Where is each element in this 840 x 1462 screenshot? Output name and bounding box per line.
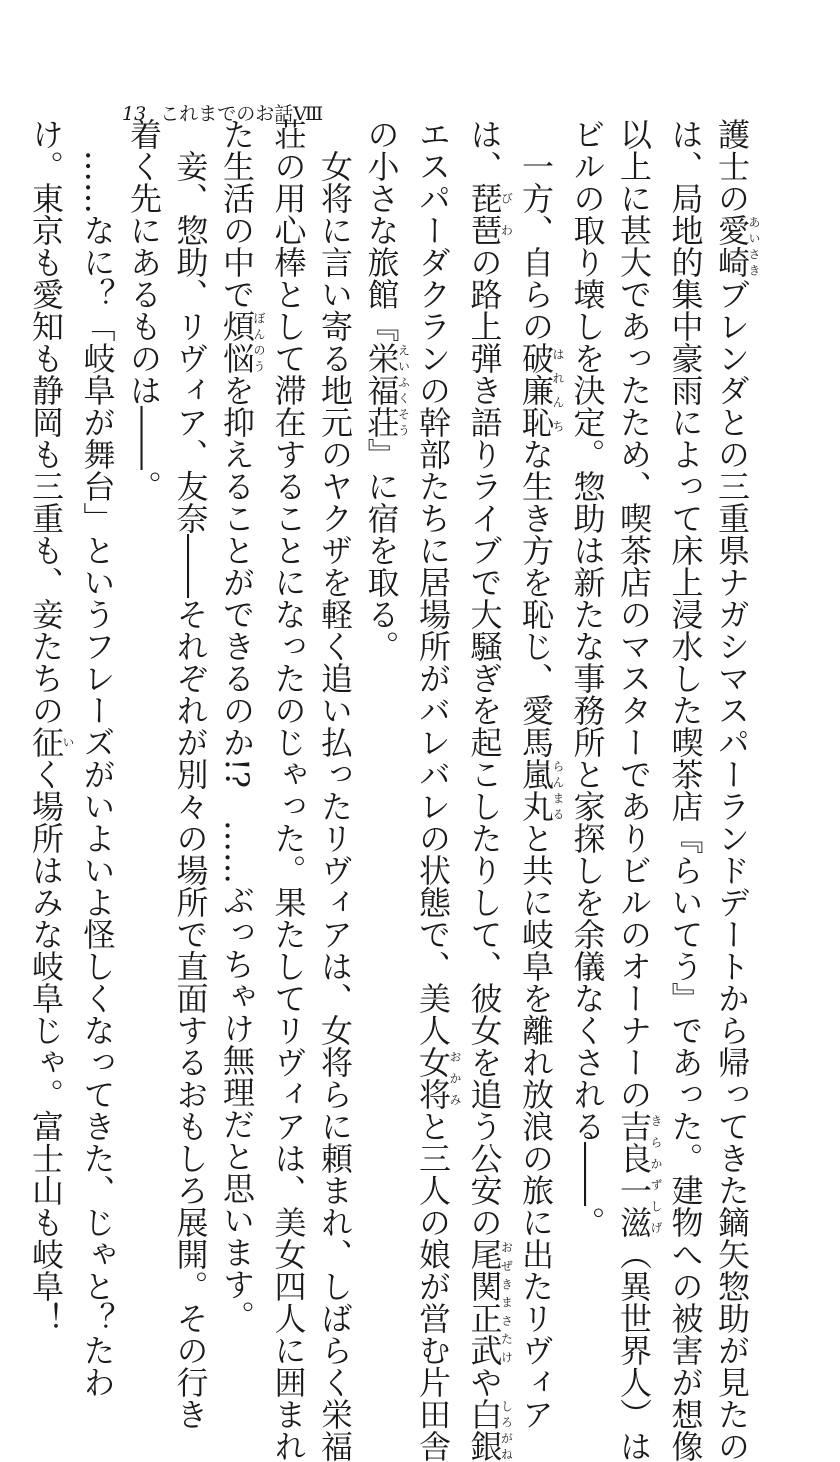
ruby-reading: えいふくそう bbox=[396, 342, 411, 438]
text-run: エスパーダクランの幹部たちに居場所がバレバレの状態で、美人 bbox=[414, 118, 452, 1046]
text-line bbox=[167, 118, 214, 1430]
ruby-word bbox=[414, 1046, 462, 1110]
text-line bbox=[358, 118, 410, 1148]
ruby-reading: しろがね bbox=[499, 1398, 514, 1462]
text-line bbox=[410, 118, 462, 1462]
text-run: な生き方を恥じ、愛馬 bbox=[517, 438, 555, 758]
ruby-word bbox=[218, 310, 266, 374]
ruby-base: 栄福荘 bbox=[362, 342, 401, 438]
page-number: 13 bbox=[122, 103, 147, 125]
ruby-word bbox=[517, 758, 565, 822]
text-line bbox=[513, 118, 565, 1430]
text-line bbox=[121, 118, 168, 1148]
text-run: 』に宿を取る。 bbox=[362, 438, 401, 662]
ruby-word bbox=[517, 342, 565, 438]
ruby-base: 征 bbox=[27, 726, 65, 758]
text-run: 妾、惣助、リヴィア、友奈――それぞれが別々の場所で直面するおもしろ展開。その行き bbox=[171, 150, 210, 1430]
ruby-reading: びわ bbox=[499, 182, 514, 246]
text-line bbox=[461, 118, 514, 1462]
text-run: ……なに？「岐阜が舞台」というフレーズがいよいよ怪しくなってきた、じゃと？たわ bbox=[78, 150, 117, 1398]
ruby-base: 煩悩 bbox=[218, 310, 256, 374]
text-run: や bbox=[465, 1366, 504, 1398]
text-run: 護士の bbox=[713, 118, 751, 214]
ruby-word bbox=[465, 182, 514, 246]
ruby-base: 破廉恥 bbox=[517, 342, 555, 438]
text-run: は、 bbox=[465, 118, 504, 182]
text-run: と三人の娘が営む片田舎 bbox=[414, 1110, 452, 1462]
ruby-base: 愛崎 bbox=[713, 214, 751, 278]
ruby-reading: あいさき bbox=[747, 214, 761, 278]
chapter-title: これまでのお話Ⅷ bbox=[160, 103, 324, 125]
ruby-reading: い bbox=[61, 726, 75, 758]
ruby-reading: おぜきまさたけ bbox=[499, 1238, 514, 1366]
text-run: の路上弾き語りライブで大騒ぎを起こしたりして、彼女を追う公安の bbox=[465, 246, 504, 1238]
ruby-base: 白銀 bbox=[465, 1398, 504, 1462]
text-line bbox=[662, 118, 709, 1462]
text-line bbox=[74, 118, 121, 1398]
text-run: の小さな旅館『 bbox=[362, 118, 401, 342]
ruby-word bbox=[465, 1238, 514, 1366]
ruby-base: 尾関正武 bbox=[465, 1238, 504, 1366]
text-line bbox=[611, 118, 663, 1462]
text-run: 以上に甚大であったため、喫茶店のマスターでありビルのオーナーの bbox=[615, 118, 653, 1110]
text-line bbox=[312, 118, 359, 1462]
text-run: 着く先にあるものは――。 bbox=[125, 118, 163, 502]
ruby-base: 嵐丸 bbox=[517, 758, 555, 822]
text-run: と共に岐阜を離れ放浪の旅に出たリヴィア bbox=[517, 822, 555, 1430]
text-run: 荘の用心棒として滞在することになったのじゃった。果たしてリヴィアは、美女四人に囲まれ bbox=[269, 118, 308, 1462]
text-run: を抑えることができるのか!? ……ぶっちゃけ無理だと思います。 bbox=[218, 374, 256, 1333]
text-line bbox=[265, 118, 312, 1462]
ruby-word bbox=[615, 1110, 663, 1238]
ruby-word bbox=[713, 214, 761, 278]
text-line bbox=[23, 118, 75, 1334]
ruby-word bbox=[27, 726, 75, 758]
ruby-base: 女将 bbox=[414, 1046, 452, 1110]
text-line bbox=[564, 118, 611, 1238]
text-run: く場所はみな岐阜じゃ。富士山も岐阜！ bbox=[27, 758, 65, 1334]
text-run: 一方、自らの bbox=[517, 150, 555, 342]
text-line bbox=[214, 118, 266, 1333]
ruby-word bbox=[465, 1398, 514, 1462]
ruby-reading: ぼんのう bbox=[252, 310, 266, 374]
text-run: た生活の中で bbox=[218, 118, 256, 310]
text-run: 女将に言い寄る地元のヤクザを軽く追い払ったリヴィアは、女将らに頼まれ、しばらく栄福 bbox=[316, 150, 354, 1462]
text-line bbox=[709, 118, 761, 1462]
text-run: け。東京も愛知も静岡も三重も、妾たちの bbox=[27, 118, 65, 726]
text-run: は、局地的集中豪雨によって床上浸水した喫茶店『らいてう』であった。建物への被害が想像 bbox=[666, 118, 705, 1462]
text-run: ビルの取り壊しを決定。惣助は新たな事務所と家探しを余儀なくされる――。 bbox=[568, 118, 607, 1238]
ruby-reading: おかみ bbox=[448, 1046, 462, 1110]
ruby-base: 琵琶 bbox=[465, 182, 504, 246]
ruby-reading: きらかずしげ bbox=[649, 1110, 663, 1238]
ruby-reading: らんまる bbox=[551, 758, 565, 822]
text-run: ブレンダとの三重県ナガシマスパーランドデートから帰ってきた鏑矢惣助が見たの bbox=[713, 278, 751, 1462]
ruby-word bbox=[362, 342, 411, 438]
body-text bbox=[27, 118, 761, 1462]
text-run: （異世界人）は bbox=[615, 1238, 653, 1462]
ruby-reading: はれんち bbox=[551, 342, 565, 438]
ruby-base: 吉良一滋 bbox=[615, 1110, 653, 1238]
